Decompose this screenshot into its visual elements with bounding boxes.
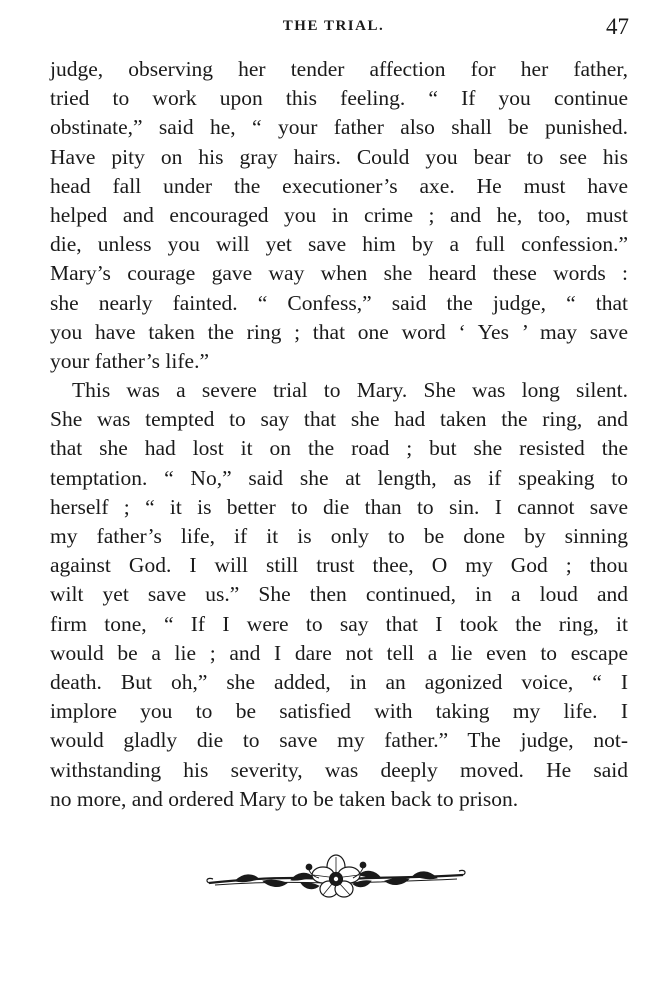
page-number: 47 [606, 14, 629, 39]
paragraph-1 [50, 55, 628, 376]
text-line: you have taken the ring ; that one word ‘ Yes ’ may save [50, 319, 628, 344]
text-line: This was a severe trial to Mary. She was long silent. [72, 378, 628, 403]
text-line: against God. I will still trust thee, O my God ; thou [50, 553, 628, 578]
running-title: THE TRIAL. [282, 18, 385, 34]
floral-tailpiece-icon [205, 845, 467, 905]
text-line: firm tone, “ If I were to say that I took the ring, it [50, 611, 628, 636]
text-line: obstinate,” said he, “ your father also shall be punished. [50, 115, 628, 140]
text-line: temptation. “ No,” said she at length, as if speaking to [50, 465, 628, 490]
text-line: Have pity on his gray hairs. Could you bear to see his [50, 144, 628, 169]
text-line: She was tempted to say that she had taken the ring, and [50, 407, 628, 432]
text-line: wilt yet save us.” She then continued, in a loud and [50, 582, 628, 607]
text-line: withstanding his severity, was deeply moved. He said [50, 757, 628, 782]
text-line: your father’s life.” [50, 348, 209, 373]
text-line: die, unless you will yet save him by a full confession.” [50, 232, 628, 257]
text-line: my father’s life, if it is only to be done by sinning [50, 524, 628, 548]
running-head [0, 14, 667, 44]
text-line: Mary’s courage gave way when she heard these words : [50, 261, 628, 286]
text-line: herself ; “ it is better to die than to sin. I cannot save [50, 494, 628, 519]
text-line: death. But oh,” she added, in an agonized voice, “ I [50, 669, 628, 694]
text-line: tried to work upon this feeling. “ If you continue [50, 86, 628, 111]
text-line: that she had lost it on the road ; but she resisted the [50, 436, 628, 461]
text-line: would gladly die to save my father.” The judge, not- [50, 728, 628, 753]
text-line: helped and encouraged you in crime ; and he, too, must [50, 202, 628, 227]
text-line: judge, observing her tender affection for her father, [50, 57, 628, 81]
body-text [50, 55, 628, 814]
paragraph-2 [50, 376, 628, 814]
text-line: would be a lie ; and I dare not tell a lie even to escape [50, 640, 628, 665]
text-line: head fall under the executioner’s axe. He must have [50, 173, 628, 198]
text-line: no more, and ordered Mary to be taken back to prison. [50, 786, 519, 811]
text-line: she nearly fainted. “ Confess,” said the judge, “ that [50, 290, 628, 315]
text-line: implore you to be satisfied with taking my life. I [50, 699, 628, 724]
